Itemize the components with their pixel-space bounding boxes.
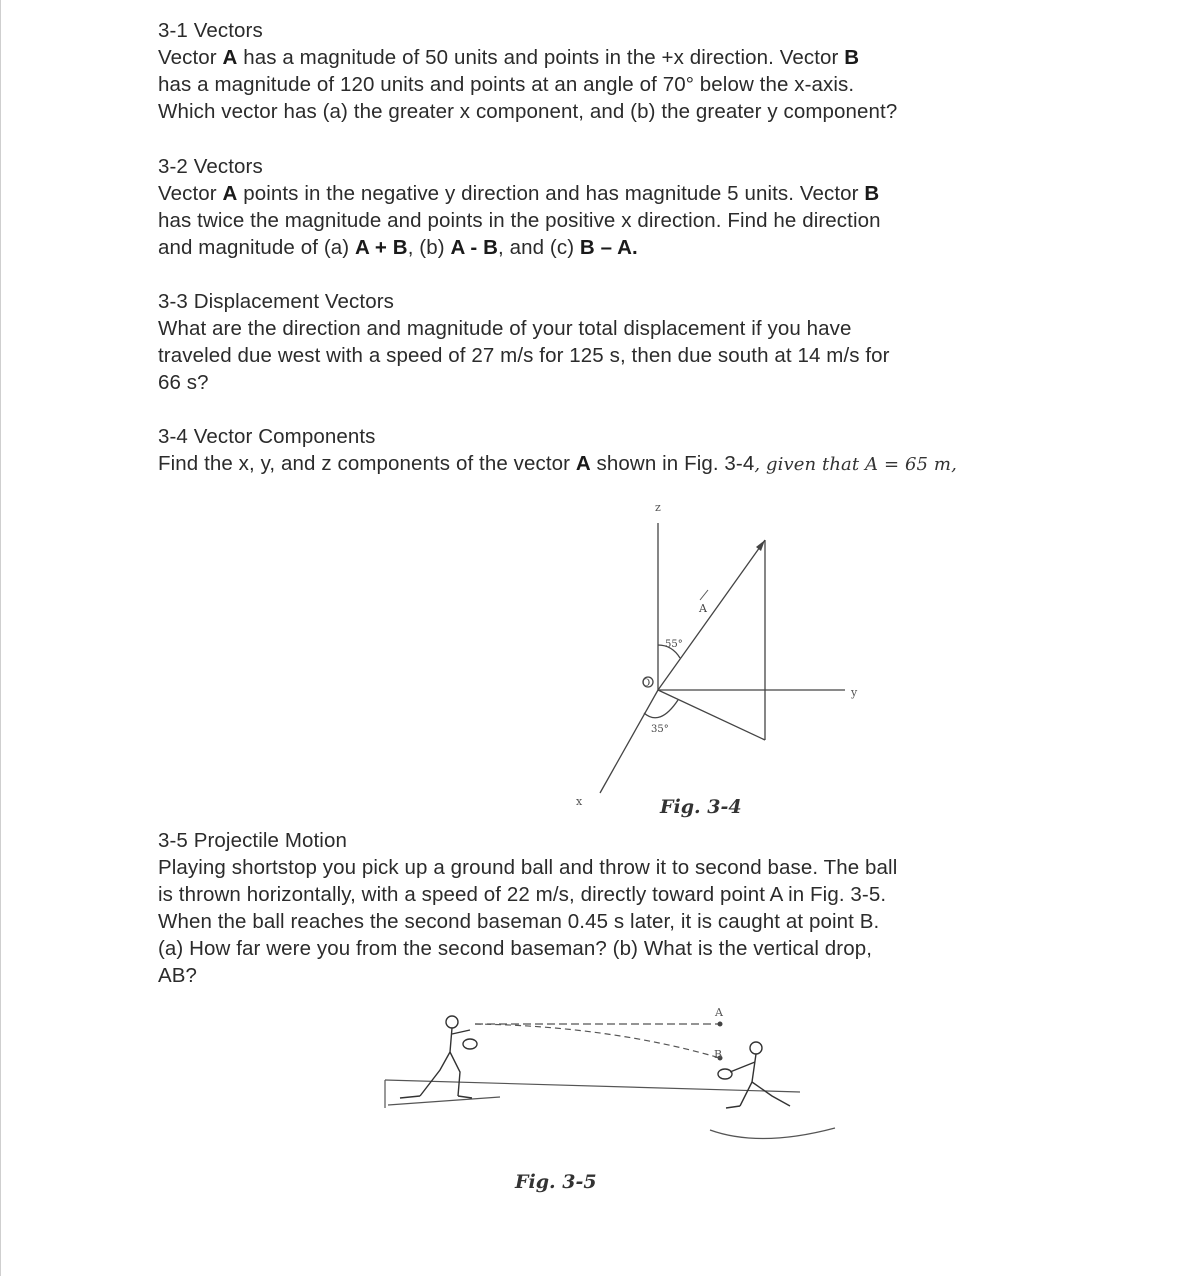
vector-a [658,540,765,690]
problem-text-line: AB? [158,964,198,987]
point-a-marker [718,1022,723,1027]
ball-trajectory [475,1024,720,1058]
problem-text-line: When the ball reaches the second baseman 0.45 s later, it is caught at point B. [158,910,880,933]
ground-line [385,1080,800,1092]
figure-caption: Fig. 3-5 [515,1171,597,1193]
origin-label: O [642,678,651,689]
problem-text-line: is thrown horizontally, with a speed of 22 m/s, directly toward point A in Fig. 3-5. [158,883,887,906]
problem-3-3 [158,288,1018,396]
problem-text-line: has twice the magnitude and points in the positive x direction. Find he direction [158,209,881,232]
shortstop-figure [400,1016,477,1098]
axis-label-x: x [576,795,583,808]
problem-text-line: Vector A points in the negative y direction and has magnitude 5 units. Vector B [158,182,880,205]
problem-text-line: (a) How far were you from the second baseman? (b) What is the vertical drop, [158,937,873,960]
figure-3-4 [560,495,880,825]
point-label-b: B [714,1048,723,1061]
handwritten-note: , given that A = 65 m, [754,454,957,475]
vector-a-arrowhead [756,540,765,551]
problem-title: 3-2 Vectors [158,155,263,178]
problem-text-line: Which vector has (a) the greater x component, and (b) the greater y component? [158,100,898,123]
point-label-a: A [715,1006,723,1019]
angle-arc-35 [644,700,678,718]
axis-label-z: z [655,501,661,514]
vector-label-a: A [699,602,707,615]
problem-text-line: traveled due west with a speed of 27 m/s for 125 s, then due south at 14 m/s for [158,344,890,367]
problem-title: 3-1 Vectors [158,19,263,42]
problem-text-line: Find the x, y, and z components of the vector A shown in Fig. 3-4, given that A = 65 m, [158,452,957,475]
problem-text-line: What are the direction and magnitude of your total displacement if you have [158,317,852,340]
problem-3-2 [158,153,1018,261]
problem-text-line: has a magnitude of 120 units and points at an angle of 70° below the x-axis. [158,73,855,96]
angle-label-55: 55° [665,639,683,650]
problem-3-1 [158,17,1018,125]
projection-xy [658,690,765,740]
page-left-border [0,0,1,1276]
problem-text-line: 66 s? [158,371,209,394]
figure-3-5 [380,1000,840,1200]
problem-text-line: and magnitude of (a) A + B, (b) A - B, and (c) B – A. [158,236,638,259]
problem-title: 3-3 Displacement Vectors [158,290,394,313]
second-baseman-figure [718,1042,790,1108]
problem-3-4 [158,423,1118,478]
base-ground [710,1128,835,1139]
x-axis [600,690,658,793]
angle-label-35: 35° [651,724,669,735]
problem-title: 3-4 Vector Components [158,425,376,448]
problem-text-line: Vector A has a magnitude of 50 units and points in the +x direction. Vector B [158,46,860,69]
problem-3-5 [158,827,1038,989]
figure-caption: Fig. 3-4 [660,796,742,818]
problem-title: 3-5 Projectile Motion [158,829,347,852]
axis-label-y: y [851,686,858,699]
problem-text-line: Playing shortstop you pick up a ground ball and throw it to second base. The ball [158,856,898,879]
